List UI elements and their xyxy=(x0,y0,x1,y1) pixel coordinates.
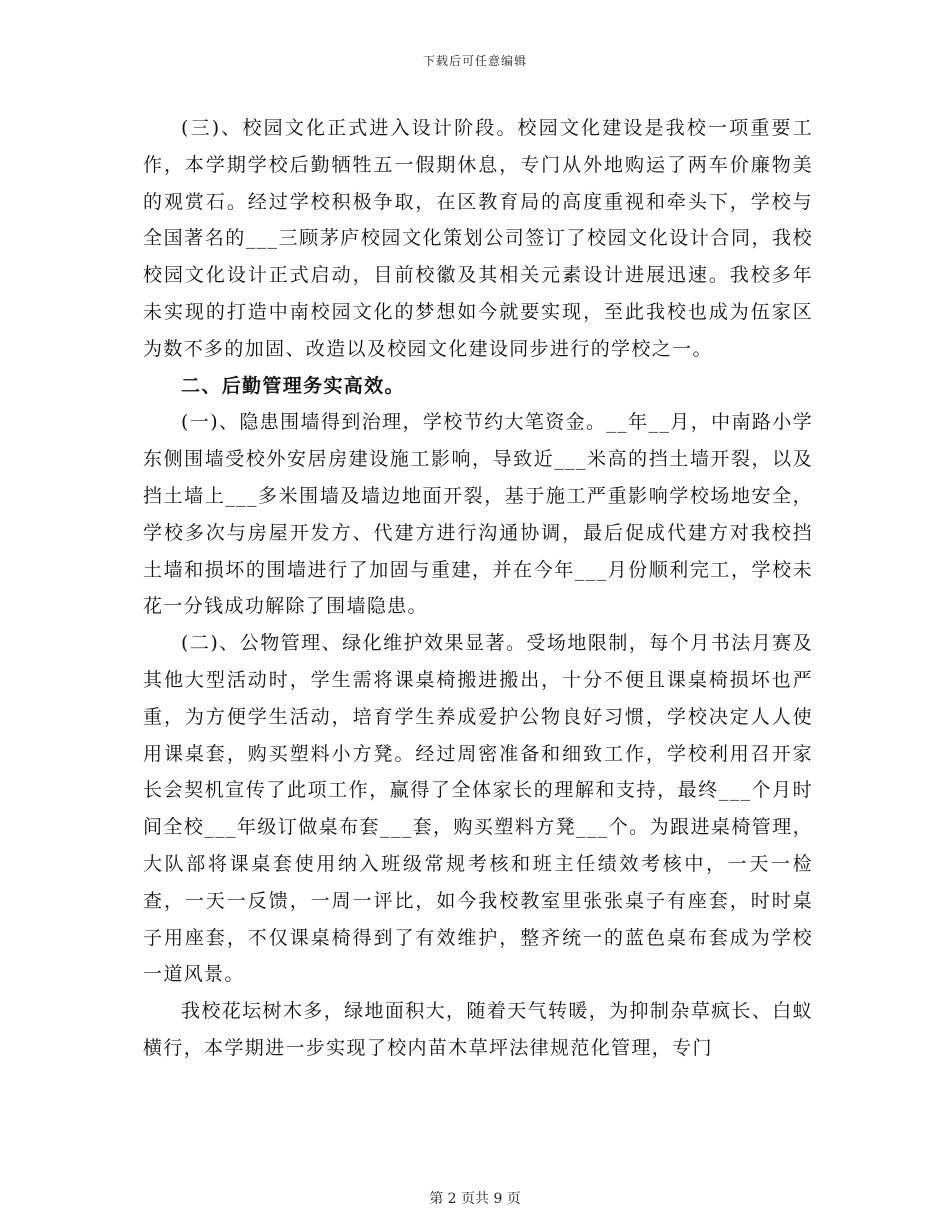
section-heading-logistics: 二、后勤管理务实高效。 xyxy=(181,374,405,397)
paragraph-property-management: (二)、公物管理、绿化维护效果显著。受场地限制，每个月书法月赛及其他大型活动时，学生需将课桌椅搬进搬出，十分不便且课桌椅损坏也严重，为方便学生活动，培育学生养成爱护公物良好习惯，学校决定人人使用课桌套，购买塑料小方凳。经过周密准备和细致工作，学校利用召开家长会契机宣传了此项工作，赢得了全体家长的理解和支持，最终___个月时间全校___年级订做桌布套___套，购买塑料方凳___个。为跟进桌椅管理，大队部将课桌套使用纳入班级常规考核和班主任绩效考核中，一天一检查，一天一反馈，一周一评比，如今我校教室里张张桌子有座套，时时桌子用座套，不仅课桌椅得到了有效维护，整齐统一的蓝色桌布套成为学校一道风景。 xyxy=(143,632,813,986)
paragraph-campus-culture: (三)、校园文化正式进入设计阶段。校园文化建设是我校一项重要工作，本学期学校后勤牺牲五一假期休息，专门从外地购运了两车价廉物美的观赏石。经过学校积极争取，在区教育局的高度重视和牵头下，学校与全国著名的___三顾茅庐校园文化策划公司签订了校园文化设计合同，我校校园文化设计正式启动，目前校徽及其相关元素设计进展迅速。我校多年未实现的打造中南校园文化的梦想如今就要实现，至此我校也成为伍家区为数不多的加固、改造以及校园文化建设同步进行的学校之一。 xyxy=(143,117,813,360)
paragraph-wall-repair: (一)、隐患围墙得到治理，学校节约大笔资金。__年__月，中南路小学东侧围墙受校外安居房建设施工影响，导致近___米高的挡土墙开裂，以及挡土墙上___多米围墙及墙边地面开裂，基于施工严重影响学校场地安全，学校多次与房屋开发方、代建方进行沟通协调，最后促成代建方对我校挡土墙和损坏的围墙进行了加固与重建，并在今年___月份顺利完工，学校未花一分钱成功解除了围墙隐患。 xyxy=(143,411,813,618)
page-number-footer: 第 2 页共 9 页 xyxy=(429,1191,521,1207)
page-header: 下载后可任意编辑 xyxy=(422,54,527,68)
document-body xyxy=(143,110,813,1067)
paragraph-greening: 我校花坛树木多，绿地面积大，随着天气转暖，为抑制杂草疯长、白蚁横行，本学期进一步实现了校内苗木草坪法律规范化管理，专门 xyxy=(143,1000,813,1059)
